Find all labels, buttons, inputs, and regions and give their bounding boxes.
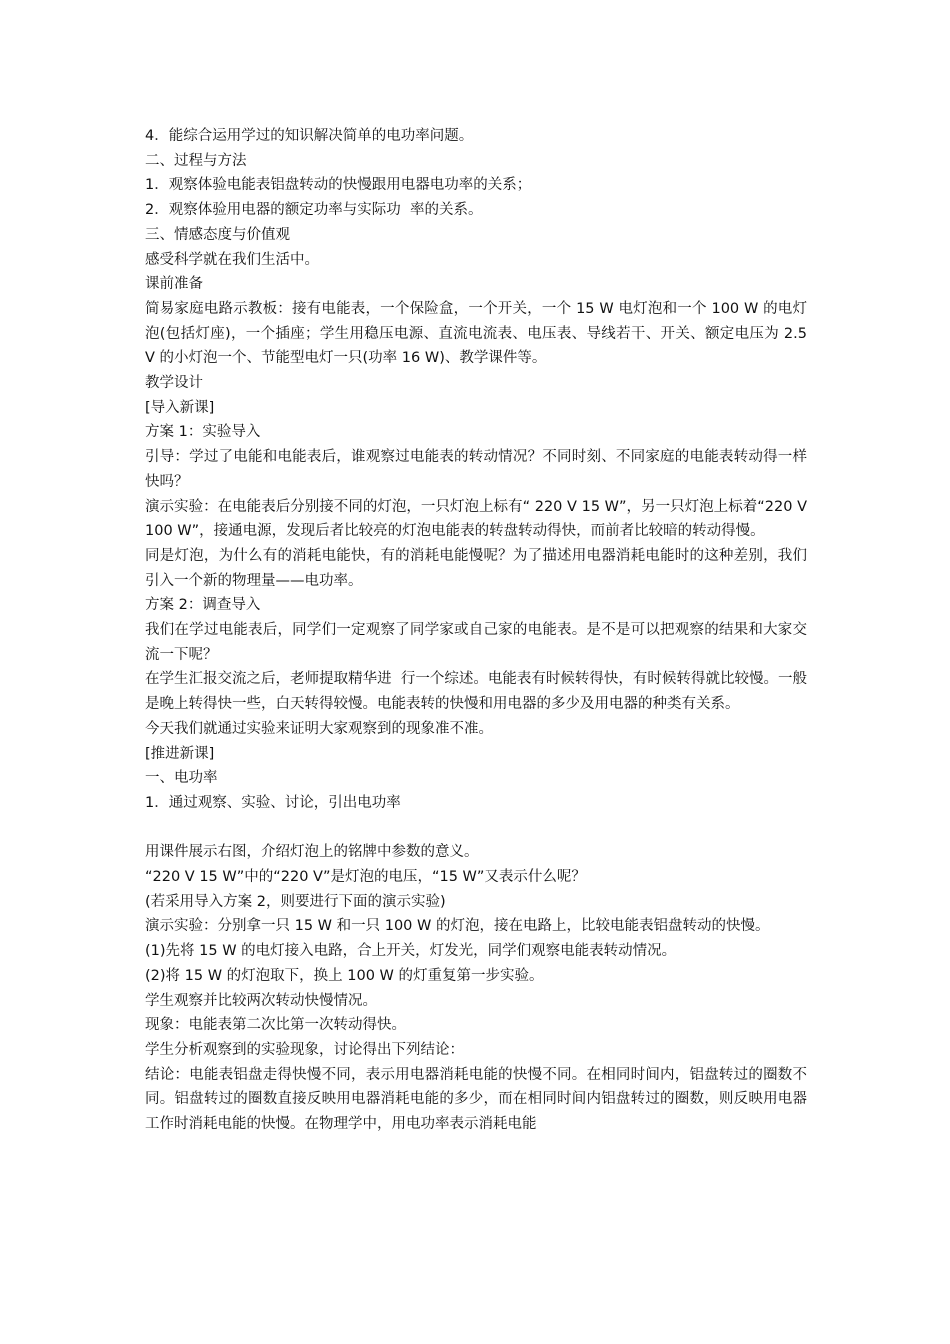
courseware-text: 用课件展示右图，介绍灯泡上的铭牌中参数的意义。 bbox=[145, 844, 479, 861]
heading-process-methods: 二、过程与方法 bbox=[145, 152, 247, 169]
objective-4: 4．能综合运用学过的知识解决简单的电功率问题。 bbox=[145, 128, 474, 144]
heading-electric-power: 一、电功率 bbox=[145, 770, 218, 787]
phenomenon: 现象：电能表第二次比第一次转动得快。 bbox=[145, 1017, 406, 1034]
plan-2-note: (若采用导入方案 2，则要进行下面的演示实验) bbox=[145, 893, 446, 910]
subheading-introduce-power: 1．通过观察、实验、讨论，引出电功率 bbox=[145, 794, 401, 811]
section-intro-lesson: [导入新课] bbox=[145, 399, 215, 416]
plan-1-conclusion: 同是灯泡，为什么有的消耗电能快，有的消耗电能慢呢？为了描述用电器消耗电能时的这种差别，我们引入一个新的物理量——电功率。 bbox=[145, 547, 807, 589]
observe-compare: 学生观察并比较两次转动快慢情况。 bbox=[145, 992, 377, 1009]
heading-teaching-design: 教学设计 bbox=[145, 375, 203, 392]
heading-attitudes-values: 三、情感态度与价值观 bbox=[145, 226, 290, 243]
plan-2-summary: 在学生汇报交流之后，老师提取精华进 行一个综述。电能表有时候转得快，有时候转得就比较慢。一般是晚上转得快一些，白天转得较慢。电能表转的快慢和用电器的多少及用电器的种类有关系。 bbox=[145, 671, 807, 713]
section-advance-lesson: [推进新课] bbox=[145, 745, 215, 762]
plan-2-closing: 今天我们就通过实验来证明大家观察到的现象准不准。 bbox=[145, 720, 493, 737]
attitudes-text: 感受科学就在我们生活中。 bbox=[145, 251, 319, 268]
plan-1-demo: 演示实验：在电能表后分别接不同的灯泡，一只灯泡上标有“ 220 V 15 W”，另一只灯泡上标着“220 V 100 W”，接通电源，发现后者比较亮的灯泡电能表的转盘转动得快，而前者比较暗的转动得慢。 bbox=[145, 498, 812, 540]
heading-preparation: 课前准备 bbox=[145, 276, 203, 293]
preparation-text: 简易家庭电路示教板：接有电能表，一个保险盒，一个开关，一个 15 W 电灯泡和一个 100 W 的电灯泡(包括灯座)，一个插座；学生用稳压电源、直流电流表、电压表、导线若干、开关、额定电压为 2.5 V 的小灯泡一个、节能型电灯一只(功率 16 W)、教学课件等。 bbox=[145, 300, 812, 367]
document-body bbox=[145, 124, 812, 1137]
analysis: 学生分析观察到的实验现象，讨论得出下列结论： bbox=[145, 1042, 464, 1058]
demo-step-1: (1)先将 15 W 的电灯接入电路，合上开关，灯发光，同学们观察电能表转动情况。 bbox=[145, 943, 677, 960]
conclusion: 结论：电能表铝盘走得快慢不同，表示用电器消耗电能的快慢不同。在相同时间内，铝盘转过的圈数不同。铝盘转过的圈数直接反映用电器消耗电能的多少，而在相同时间内铝盘转过的圈数，则反映用电器工作时消耗电能的快慢。在物理学中，用电功率表示消耗电能 bbox=[145, 1066, 807, 1133]
nameplate-question: “220 V 15 W”中的“220 V”是灯泡的电压，“15 W”又表示什么呢？ bbox=[145, 869, 586, 886]
demo-experiment: 演示实验：分别拿一只 15 W 和一只 100 W 的灯泡，接在电路上，比较电能表铝盘转动的快慢。 bbox=[145, 918, 770, 935]
process-item-2: 2．观察体验用电器的额定功率与实际功 率的关系。 bbox=[145, 202, 483, 219]
demo-step-2: (2)将 15 W 的灯泡取下，换上 100 W 的灯重复第一步实验。 bbox=[145, 967, 544, 984]
plan-2-intro: 我们在学过电能表后，同学们一定观察了同学家或自己家的电能表。是不是可以把观察的结果和大家交流一下呢？ bbox=[145, 622, 807, 663]
blank-line bbox=[145, 816, 807, 841]
plan-1-guide: 引导：学过了电能和电能表后，谁观察过电能表的转动情况？不同时刻、不同家庭的电能表转动得一样快吗？ bbox=[145, 449, 807, 490]
plan-2-title: 方案 2：调查导入 bbox=[145, 597, 261, 614]
process-item-1: 1．观察体验电能表铝盘转动的快慢跟用电器电功率的关系； bbox=[145, 177, 532, 194]
plan-1-title: 方案 1：实验导入 bbox=[145, 424, 261, 441]
